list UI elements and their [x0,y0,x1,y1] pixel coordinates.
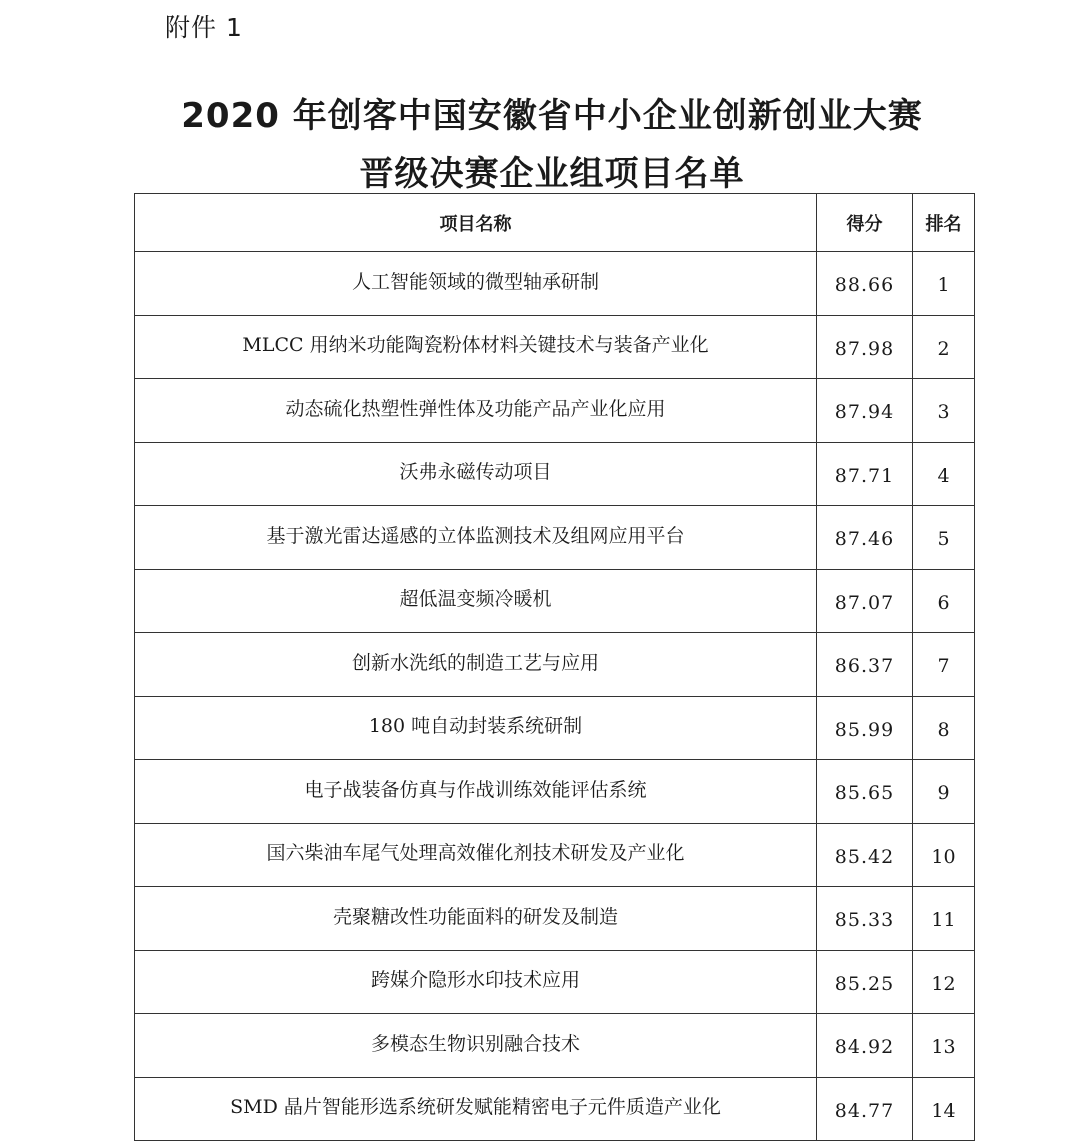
project-name-cell: SMD 晶片智能形选系统研发赋能精密电子元件质造产业化 [135,1077,817,1141]
attachment-label: 附件 1 [165,13,243,42]
table-header-row [135,194,975,252]
table-row [135,633,975,697]
score-cell: 87.98 [817,315,913,379]
project-name-cell: 动态硫化热塑性弹性体及功能产品产业化应用 [135,379,817,443]
rank-cell: 14 [913,1077,975,1141]
project-name-cell: 沃弗永磁传动项目 [135,442,817,506]
score-cell: 85.99 [817,696,913,760]
table-row [135,1014,975,1078]
project-name-cell: 人工智能领域的微型轴承研制 [135,252,817,316]
table-row [135,252,975,316]
document-title-line-2: 晋级决赛企业组项目名单 [359,154,745,194]
project-name-cell: 壳聚糖改性功能面料的研发及制造 [135,887,817,951]
rank-cell: 13 [913,1014,975,1078]
score-cell: 86.37 [817,633,913,697]
table-row [135,823,975,887]
score-cell: 87.71 [817,442,913,506]
project-name-cell: 国六柴油车尾气处理高效催化剂技术研发及产业化 [135,823,817,887]
table-row [135,569,975,633]
score-cell: 85.25 [817,950,913,1014]
score-cell: 87.07 [817,569,913,633]
score-cell: 87.46 [817,506,913,570]
score-cell: 85.65 [817,760,913,824]
rank-cell: 5 [913,506,975,570]
rank-cell: 2 [913,315,975,379]
project-name-cell: 基于激光雷达遥感的立体监测技术及组网应用平台 [135,506,817,570]
rank-cell: 1 [913,252,975,316]
table-row [135,696,975,760]
table-row [135,506,975,570]
rank-cell: 4 [913,442,975,506]
table-row [135,442,975,506]
rank-cell: 9 [913,760,975,824]
table-row [135,950,975,1014]
table-row [135,760,975,824]
rank-cell: 7 [913,633,975,697]
score-cell: 84.77 [817,1077,913,1141]
score-cell: 88.66 [817,252,913,316]
document-title-line-1: 2020 年创客中国安徽省中小企业创新创业大赛 [181,96,923,136]
rank-cell: 11 [913,887,975,951]
score-cell: 84.92 [817,1014,913,1078]
header-rank: 排名 [913,194,975,252]
project-name-cell: 超低温变频冷暖机 [135,569,817,633]
table-row [135,315,975,379]
score-cell: 85.33 [817,887,913,951]
project-name-cell: 多模态生物识别融合技术 [135,1014,817,1078]
rank-cell: 6 [913,569,975,633]
project-name-cell: 180 吨自动封装系统研制 [135,696,817,760]
project-name-cell: 创新水洗纸的制造工艺与应用 [135,633,817,697]
rank-cell: 12 [913,950,975,1014]
rank-cell: 8 [913,696,975,760]
header-project-name: 项目名称 [135,194,817,252]
results-table [134,193,975,1141]
header-score: 得分 [817,194,913,252]
project-name-cell: MLCC 用纳米功能陶瓷粉体材料关键技术与装备产业化 [135,315,817,379]
score-cell: 85.42 [817,823,913,887]
table-row [135,379,975,443]
project-name-cell: 电子战装备仿真与作战训练效能评估系统 [135,760,817,824]
score-cell: 87.94 [817,379,913,443]
rank-cell: 3 [913,379,975,443]
rank-cell: 10 [913,823,975,887]
project-name-cell: 跨媒介隐形水印技术应用 [135,950,817,1014]
table-row [135,887,975,951]
